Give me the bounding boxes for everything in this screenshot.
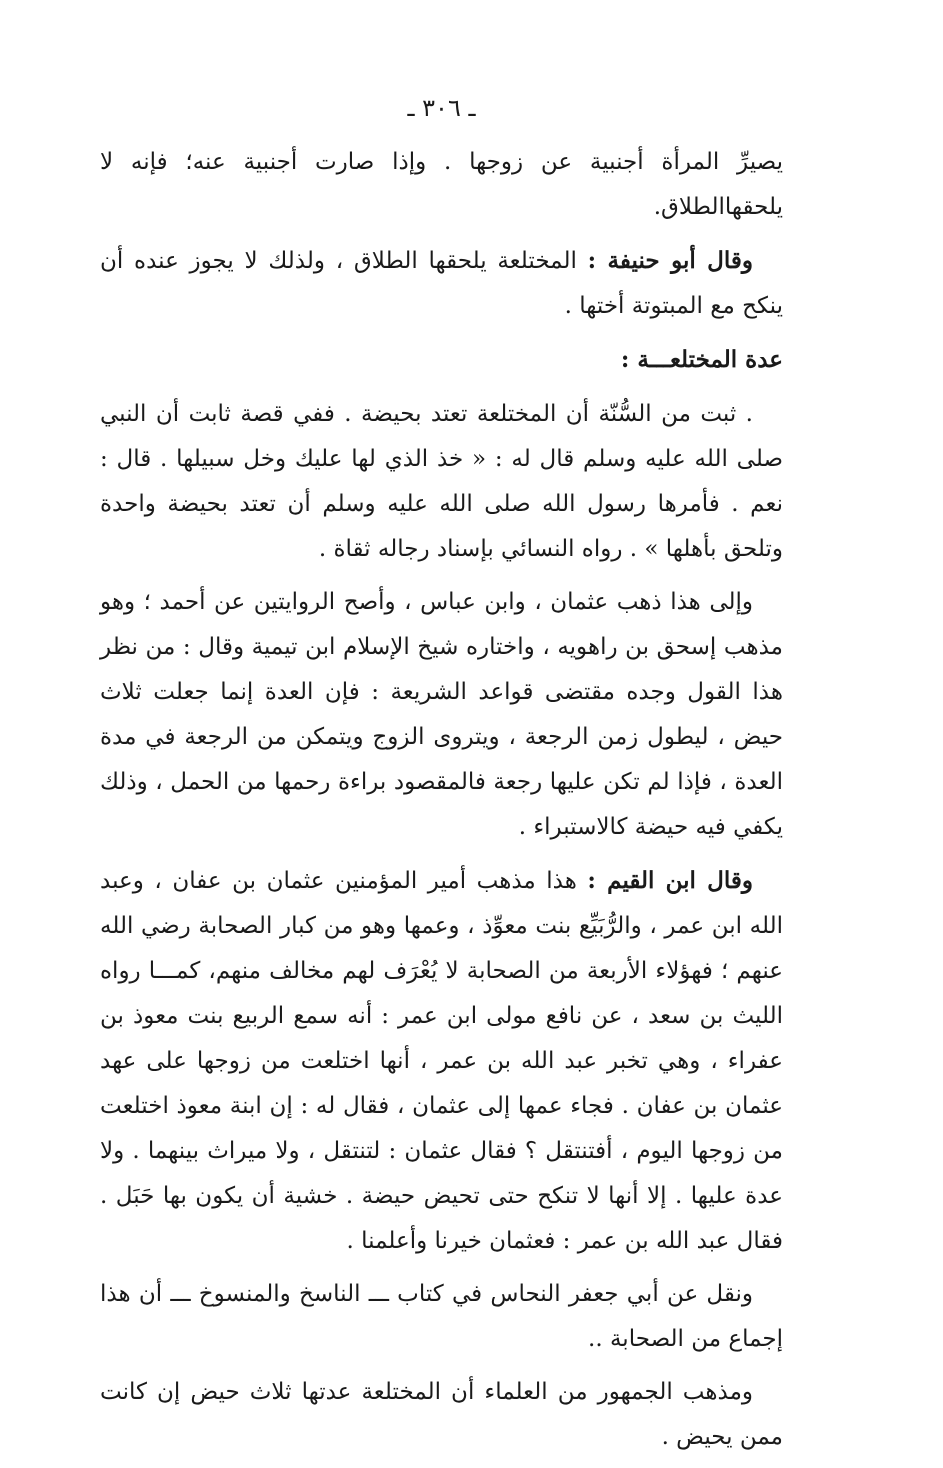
paragraph-7 bbox=[100, 1370, 783, 1460]
paragraph-1-text: يصيرِّ المرأة أجنبية عن زوجها . وإذا صارت أجنبية عنه؛ فإنه لا يلحقهاالطلاق. bbox=[100, 149, 783, 220]
paragraph-1 bbox=[100, 140, 783, 230]
ibn-qayyim-lead: وقال ابن القيم : bbox=[587, 867, 753, 894]
paragraph-5-text: هذا مذهب أمير المؤمنين عثمان بن عفان ، وعبد الله ابن عمر ، والرُّبَيِّع بنت معوِّذ ، وعمها وهو من كبار الصحابة رضي الله عنهم ؛ فهؤلاء الأربعة من الصحابة لا يُعْرَف لهم مخالف منهم، كمـــا رواه الليث بن سعد ، عن نافع مولى ابن عمر : أنه سمع الربيع بنت معوذ بن عفراء ، وهي تخبر عبد الله بن عمر ، أنها اختلعت من زوجها على عهد عثمان بن عفان . فجاء عمها إلى عثمان ، فقال له : إن ابنة معوذ اختلعت من زوجها اليوم ، أفتنتقل ؟ فقال عثمان : لتنتقل ، ولا ميراث بينهما . ولا عدة عليها . إلا أنها لا تنكح حتى تحيض حيضة . خشية أن يكون بها حَبَل . فقال عبد الله بن عمر : فعثمان خيرنا وأعلمنا . bbox=[100, 868, 783, 1254]
paragraph-6 bbox=[100, 1272, 783, 1362]
paragraph-3-text: . ثبت من السُّنّة أن المختلعة تعتد بحيضة . ففي قصة ثابت أن النبي صلى الله عليه وسلم قال له : « خذ الذي لها عليك وخل سبيلها . قال : نعم . فأمرها رسول الله صلى الله عليه وسلم أن تعتد بحيضة واحدة وتلحق بأهلها » . رواه النسائي بإسناد رجاله ثقاة . bbox=[100, 401, 783, 562]
paragraph-5 bbox=[100, 858, 783, 1264]
paragraph-6-text: ونقل عن أبي جعفر النحاس في كتاب ـــ الناسخ والمنسوخ ـــ أن هذا إجماع من الصحابة .. bbox=[100, 1281, 783, 1352]
section-heading: عدة المختلعـــة : bbox=[620, 346, 783, 373]
page-number: ـ ٣٠٦ ـ bbox=[407, 94, 476, 122]
paragraph-2-text: المختلعة يلحقها الطلاق ، ولذلك لا يجوز عنده أن ينكح مع المبتوتة أختها . bbox=[100, 248, 783, 319]
paragraph-4-text: وإلى هذا ذهب عثمان ، وابن عباس ، وأصح الروايتين عن أحمد ؛ وهو مذهب إسحق بن راهويه ، واختاره شيخ الإسلام ابن تيمية وقال : من نظر هذا القول وجده مقتضى قواعد الشريعة : فإن العدة إنما جعلت ثلاث حيض ، ليطول زمن الرجعة ، ويتروى الزوج ويتمكن من الرجعة في مدة العدة ، فإذا لم تكن عليها رجعة فالمقصود براءة رحمها من الحمل ، وذلك يكفي فيه حيضة كالاستبراء . bbox=[100, 589, 783, 840]
paragraph-2 bbox=[100, 238, 783, 329]
paragraph-7-text: ومذهب الجمهور من العلماء أن المختلعة عدتها ثلاث حيض إن كانت ممن يحيض . bbox=[100, 1379, 783, 1450]
document-page bbox=[100, 88, 783, 1468]
paragraph-4 bbox=[100, 580, 783, 850]
paragraph-3 bbox=[100, 392, 783, 572]
abu-hanifa-lead: وقال أبو حنيفة : bbox=[587, 247, 754, 274]
